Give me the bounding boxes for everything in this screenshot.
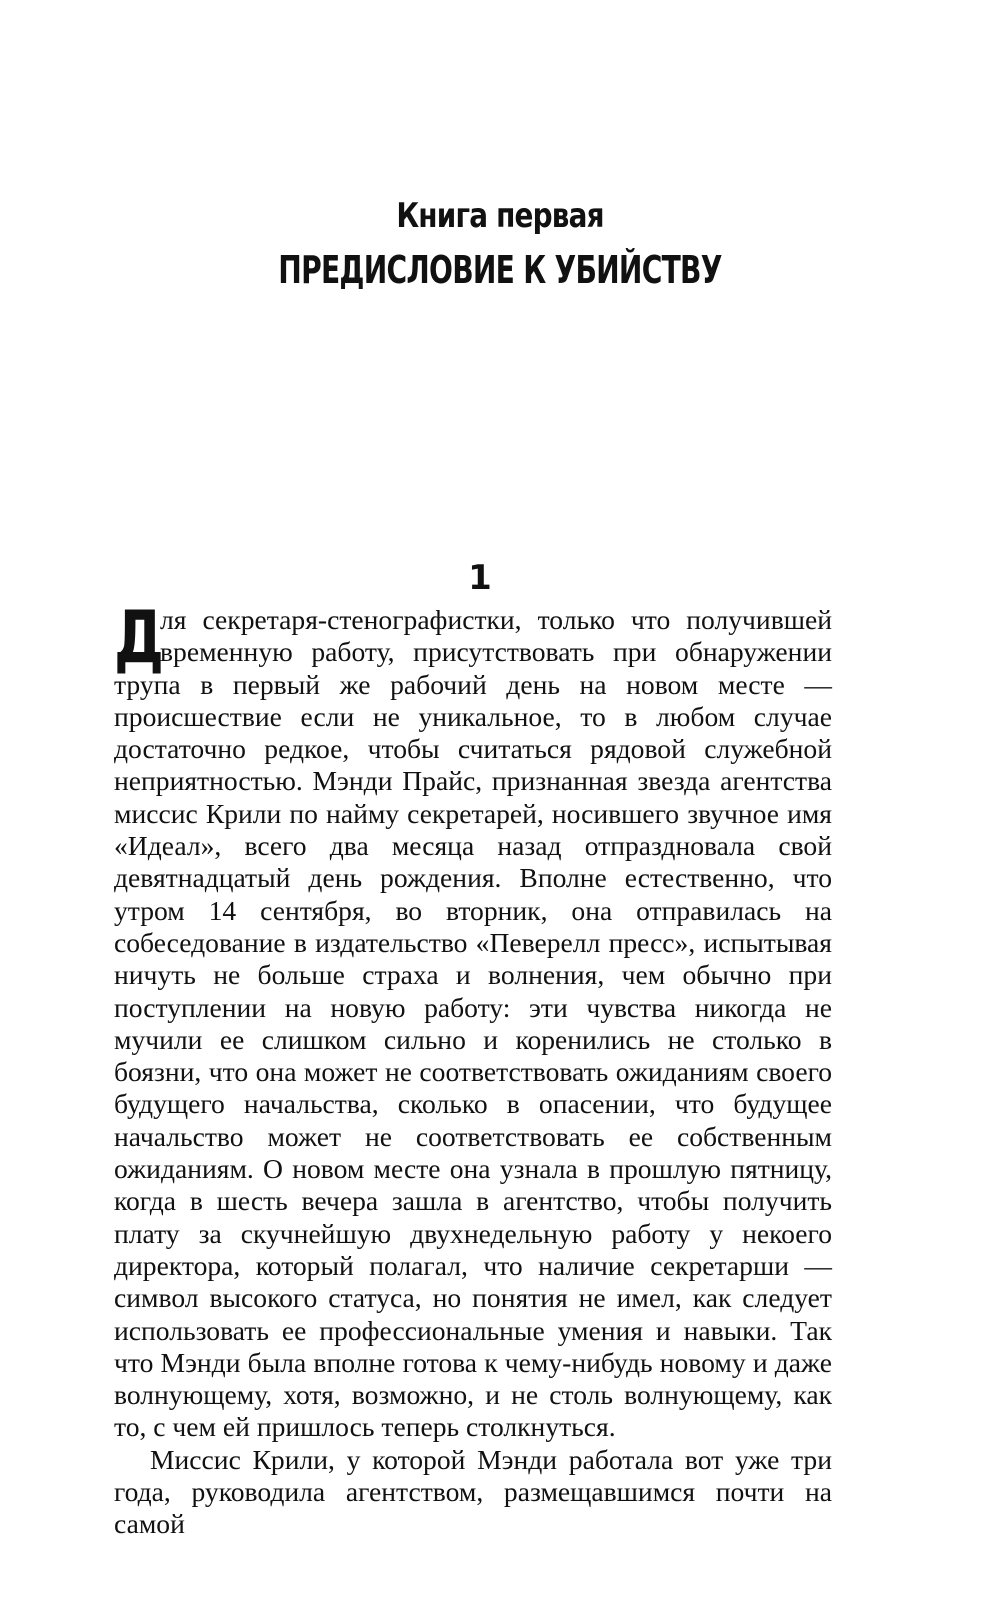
- book-part-label: Книга первая: [396, 196, 604, 236]
- paragraph-1: [114, 595, 832, 1444]
- paragraph-1-text: ля секретаря-стенографистки, только что получившей временную работу, присутствовать при обнаружении трупа в первый же рабочий день на новом месте — происшествие если не уникальное, то в любом случае достаточно редкое, чтобы считаться рядовой служебной неприятностью. Мэнди Прайс, признанная звезда агентства миссис Крили по найму секретарей, носившего звучное имя «Идеал», всего два месяца назад отпраздновала свой девятнадцатый день рождения. Вполне естественно, что утром 14 сентября, во вторник, она отправилась на собеседование в издательство «Певерелл пресс», испытывая ничуть не больше страха и волнения, чем обычно при поступлении на новую работу: эти чувства никогда не мучили ее слишком сильно и коренились не столько в боязни, что она может не соответствовать ожиданиям своего будущего начальства, сколько в опасении, что будущее начальство может не соответствовать ее собственным ожиданиям. О новом месте она узнала в прошлую пятницу, когда в шесть вечера зашла в агентство, чтобы получить плату за скучнейшую двухнедельную работу у некоего директора, который полагал, что наличие секретарши — символ высокого статуса, но понятия не имел, как следует использовать ее профессиональные умения и навыки. Так что Мэнди была вполне готова к чему-нибудь новому и даже волнующему, хотя, возможно, и не столь волнующему, как то, с чем ей пришлось теперь столкнуться.: [114, 604, 832, 1443]
- chapter-number: 1: [468, 558, 492, 598]
- book-heading: [0, 190, 1000, 298]
- paragraph-2: Миссис Крили, у которой Мэнди работала вот уже три года, руководила агентством, размещавшимся почти на самой: [114, 1443, 832, 1540]
- book-part-title: ПРЕДИСЛОВИЕ К УБИЙСТВУ: [278, 248, 722, 292]
- chapter-body: [114, 595, 832, 1541]
- drop-cap: Д: [114, 595, 165, 679]
